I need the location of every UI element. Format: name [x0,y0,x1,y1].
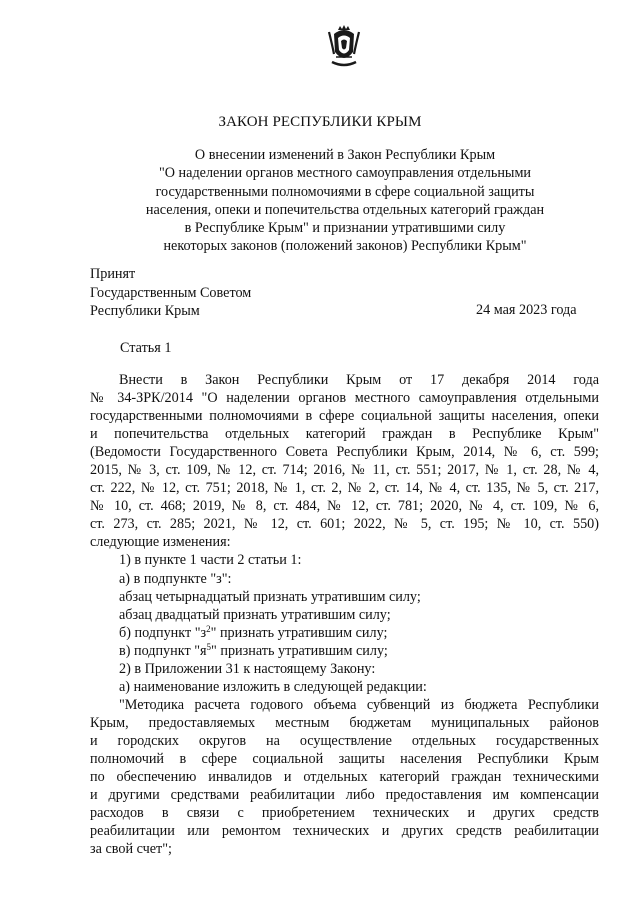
list-item: 1) в пункте 1 части 2 статьи 1: [119,552,302,569]
quote-line: и другими средствами реабилитации либо предоставления им компенсации [90,787,599,804]
adoption-line: Государственным Советом [90,284,252,301]
article-body [90,371,599,858]
quote-line: "Методика расчета годового объема субвенций из бюджета Республики [119,696,599,713]
adoption-date: 24 мая 2023 года [476,302,577,318]
list-item: а) в подпункте "з": [119,570,232,587]
body-line: (Ведомости Государственного Совета Республики Крым, 2014, № 6, ст. 599; [90,444,599,461]
body-line: следующие изменения: [90,534,231,551]
body-line: и попечительства отдельных категорий граждан в Республике Крым" [90,426,599,443]
subtitle-line: в Республике Крым" и признании утратившими силу [184,220,506,237]
list-item [90,624,599,642]
list-item: а) наименование изложить в следующей редакции: [119,678,427,695]
quote-line: реабилитации или ремонтом технических и других средств реабилитации [90,823,599,840]
superscript: 2 [206,623,211,634]
law-title: ЗАКОН РЕСПУБЛИКИ КРЫМ [218,114,422,130]
adoption-line: Принят [90,266,136,282]
item-text: в) подпункт "я [119,642,207,659]
subtitle-line: государственными полномочиями в сфере социальной защиты [155,183,535,200]
body-line: ст. 273, ст. 285; 2021, № 12, ст. 601; 2022, № 5, ст. 195; № 10, ст. 550) [90,516,599,533]
body-line: государственными полномочиями в сфере социальной защиты населения, опеки [90,408,599,425]
quote-line: полномочий в сфере социальной защиты населения Республики Крым [90,750,599,767]
quote-line: по обеспечению инвалидов и отдельных категорий граждан техническими [90,769,599,786]
body-line: № 34-ЗРК/2014 "О наделении органов местного самоуправления отдельными [90,390,599,407]
subtitle-line: О внесении изменений в Закон Республики Крым [194,147,496,163]
list-item: 2) в Приложении 31 к настоящему Закону: [119,660,376,677]
body-line: ст. 222, № 12, ст. 751; 2018, № 1, ст. 2, № 2, ст. 14, № 4, ст. 135, № 5, ст. 217, [90,480,599,497]
list-item [90,642,599,660]
quote-line: и городских округов на осуществление отдельных государственных [90,732,599,749]
list-item: абзац двадцатый признать утратившим силу; [119,606,391,623]
adoption-block [90,265,251,321]
adoption-line: Республики Крым [90,303,200,319]
quote-line: Крым, предоставляемых местным бюджетам муниципальных районов [90,714,599,731]
item-text: " признать утратившим силу; [210,624,388,641]
body-line: 2015, № 3, ст. 109, № 12, ст. 714; 2016, № 11, ст. 551; 2017, № 1, ст. 28, № 4, [90,462,599,479]
subtitle-line: населения, опеки и попечительства отдельных категорий граждан [145,201,545,218]
subtitle-line: "О наделении органов местного самоуправления отдельными [158,165,532,182]
list-item: абзац четырнадцатый признать утратившим силу; [119,588,421,605]
item-text: б) подпункт "з [119,624,207,641]
item-text: " признать утратившим силу; [211,642,388,659]
quote-line: за свой счет"; [90,841,172,858]
quote-line: расходов в связи с приобретением технических и других средств [90,805,599,822]
article-heading: Статья 1 [120,340,172,356]
law-subtitle [90,146,600,256]
body-line: Внести в Закон Республики Крым от 17 декабря 2014 года [119,372,599,388]
crimea-coat-of-arms-icon [326,24,362,70]
subtitle-line: некоторых законов (положений законов) Республики Крым" [163,238,527,255]
body-line: № 10, ст. 468; 2019, № 8, ст. 484, № 12, ст. 781; 2020, № 4, ст. 109, № 6, [90,498,599,515]
superscript: 5 [206,641,212,652]
